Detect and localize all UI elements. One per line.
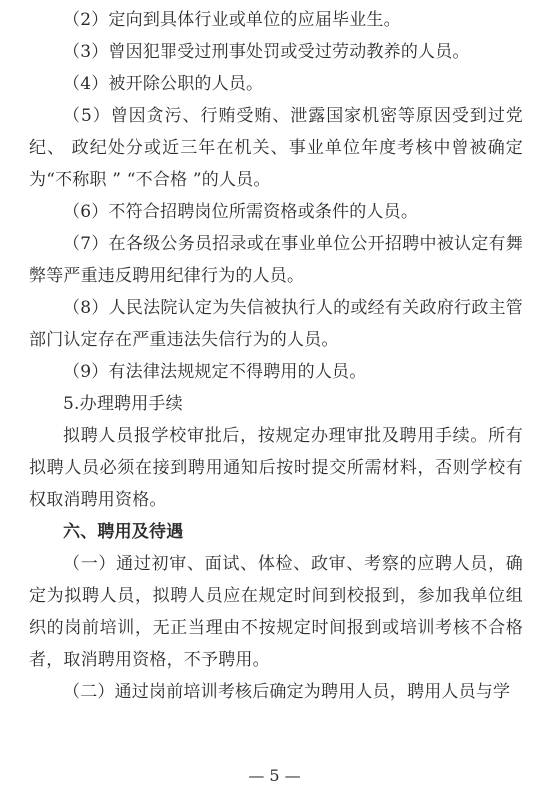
list-item-7: （7）在各级公务员招录或在事业单位公开招聘中被认定有舞弊等严重违反聘用纪律行为的人员。 [29,234,523,286]
list-item-6: （6）不符合招聘岗位所需资格或条件的人员。 [63,202,419,222]
list-item-3: （3）曾因犯罪受过刑事处罚或受过劳动教养的人员。 [63,42,470,62]
list-item-5: （5）曾因贪污、行贿受贿、泄露国家机密等原因受到过党纪、 政纪处分或近三年在机关、事业单位年度考核中曾被确定为“不称职 ” “不合格 ”的人员。 [29,106,523,190]
list-item-9: （9）有法律法规规定不得聘用的人员。 [63,362,367,382]
paragraph-procedure: 拟聘人员报学校审批后，按规定办理审批及聘用手续。所有拟聘人员必须在接到聘用通知后按时提交所需材料，否则学校有权取消聘用资格。 [29,426,523,510]
list-item-4: （4）被开除公职的人员。 [63,74,264,94]
document-body [29,4,523,708]
list-item-2: （2）定向到具体行业或单位的应届毕业生。 [63,10,401,30]
section-heading: 六、聘用及待遇 [63,522,184,542]
page-number: — 5 — [248,766,301,785]
paragraph-employment-1: （一）通过初审、面试、体检、政审、考察的应聘人员，确定为拟聘人员，拟聘人员应在规定时间到校报到，参加我单位组织的岗前培训，无正当理由不按规定时间报到或培训考核不合格者，取消聘用资格，不予聘用。 [29,554,523,670]
list-item-8: （8）人民法院认定为失信被执行人的或经有关政府行政主管部门认定存在严重违法失信行为的人员。 [29,298,523,350]
paragraph-employment-2: （二）通过岗前培训考核后确定为聘用人员，聘用人员与学 [63,682,511,702]
section-subheading: 5.办理聘用手续 [63,394,183,414]
